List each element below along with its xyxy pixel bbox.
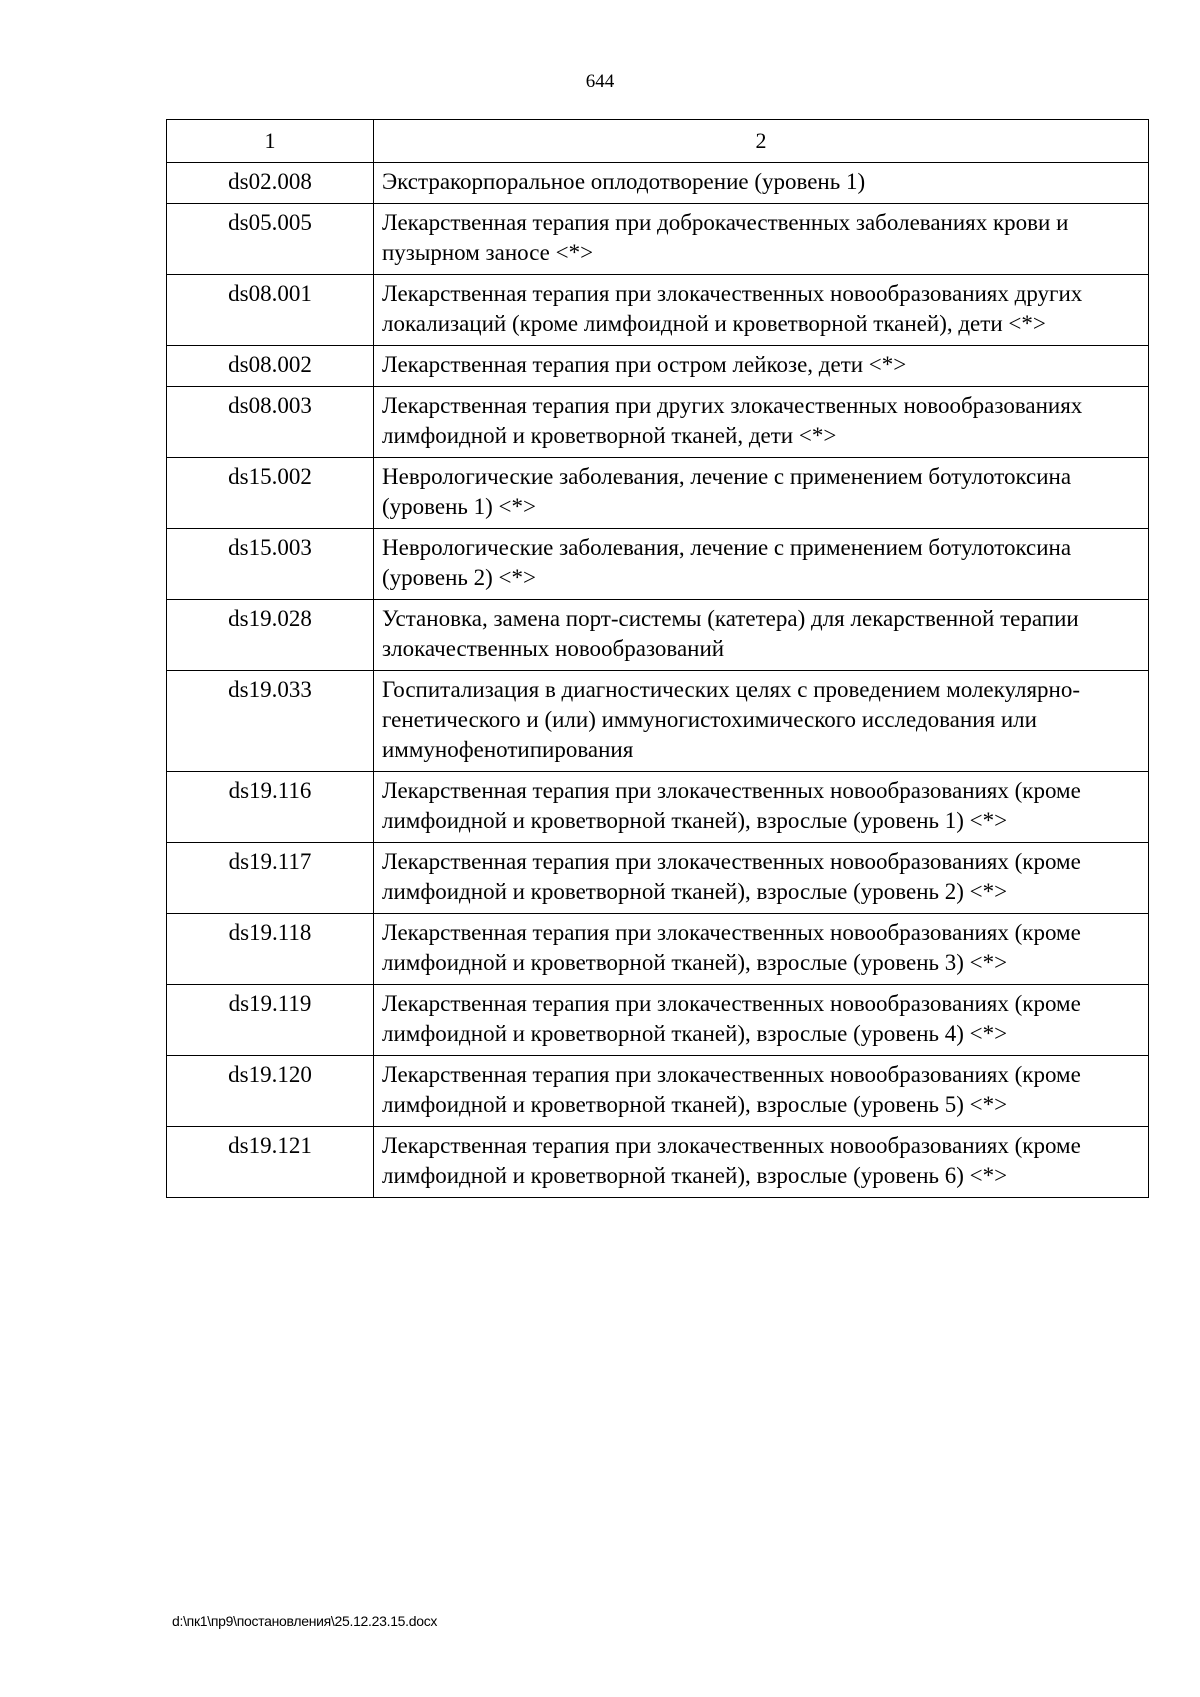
table-row [167,387,1149,458]
code-cell: ds05.005 [167,204,374,275]
description-cell: Госпитализация в диагностических целях с проведением молекулярно-генетического и (или) иммуногистохимического исследования или иммунофенотипирования [374,671,1149,772]
page-number: 644 [585,71,615,92]
code-cell: ds08.002 [167,346,374,387]
footer-file-path: d:\пк1\пр9\постановления\25.12.23.15.docx [172,1613,438,1629]
table-row [167,1056,1149,1127]
table-row [167,600,1149,671]
description-cell: Экстракорпоральное оплодотворение (уровень 1) [374,163,1149,204]
table-row [167,914,1149,985]
description-cell: Лекарственная терапия при злокачественных новообразованиях (кроме лимфоидной и кроветворной тканей), взрослые (уровень 2) <*> [374,843,1149,914]
code-cell: ds19.118 [167,914,374,985]
table-row [167,346,1149,387]
description-cell: Лекарственная терапия при злокачественных новообразованиях (кроме лимфоидной и кроветворной тканей), взрослые (уровень 4) <*> [374,985,1149,1056]
table-row [167,529,1149,600]
description-cell: Лекарственная терапия при доброкачественных заболеваниях крови и пузырном заносе <*> [374,204,1149,275]
description-cell: Лекарственная терапия при злокачественных новообразованиях (кроме лимфоидной и кроветворной тканей), взрослые (уровень 6) <*> [374,1127,1149,1198]
code-cell: ds19.116 [167,772,374,843]
table-row [167,985,1149,1056]
table-body [167,120,1149,1198]
table-row [167,204,1149,275]
column-header-2: 2 [374,120,1149,163]
description-cell: Лекарственная терапия при злокачественных новообразованиях (кроме лимфоидной и кроветворной тканей), взрослые (уровень 1) <*> [374,772,1149,843]
code-cell: ds08.001 [167,275,374,346]
description-cell: Лекарственная терапия при злокачественных новообразованиях (кроме лимфоидной и кроветворной тканей), взрослые (уровень 5) <*> [374,1056,1149,1127]
table-header-row [167,120,1149,163]
table-row [167,275,1149,346]
table-row [167,671,1149,772]
table-row [167,458,1149,529]
table-row [167,1127,1149,1198]
code-cell: ds19.121 [167,1127,374,1198]
code-cell: ds15.002 [167,458,374,529]
description-cell: Лекарственная терапия при других злокачественных новообразованиях лимфоидной и кроветворной тканей, дети <*> [374,387,1149,458]
table-row [167,772,1149,843]
code-cell: ds19.120 [167,1056,374,1127]
description-cell: Лекарственная терапия при злокачественных новообразованиях других локализаций (кроме лимфоидной и кроветворной тканей), дети <*> [374,275,1149,346]
description-cell: Лекарственная терапия при злокачественных новообразованиях (кроме лимфоидной и кроветворной тканей), взрослые (уровень 3) <*> [374,914,1149,985]
code-cell: ds02.008 [167,163,374,204]
table-row [167,843,1149,914]
description-cell: Неврологические заболевания, лечение с применением ботулотоксина (уровень 2) <*> [374,529,1149,600]
description-cell: Лекарственная терапия при остром лейкозе, дети <*> [374,346,1149,387]
column-header-1: 1 [167,120,374,163]
description-cell: Установка, замена порт-системы (катетера) для лекарственной терапии злокачественных новообразований [374,600,1149,671]
code-cell: ds15.003 [167,529,374,600]
description-cell: Неврологические заболевания, лечение с применением ботулотоксина (уровень 1) <*> [374,458,1149,529]
code-cell: ds19.117 [167,843,374,914]
table-row [167,163,1149,204]
code-cell: ds19.028 [167,600,374,671]
code-cell: ds19.119 [167,985,374,1056]
tariff-code-table [166,119,1149,1198]
code-cell: ds08.003 [167,387,374,458]
code-cell: ds19.033 [167,671,374,772]
